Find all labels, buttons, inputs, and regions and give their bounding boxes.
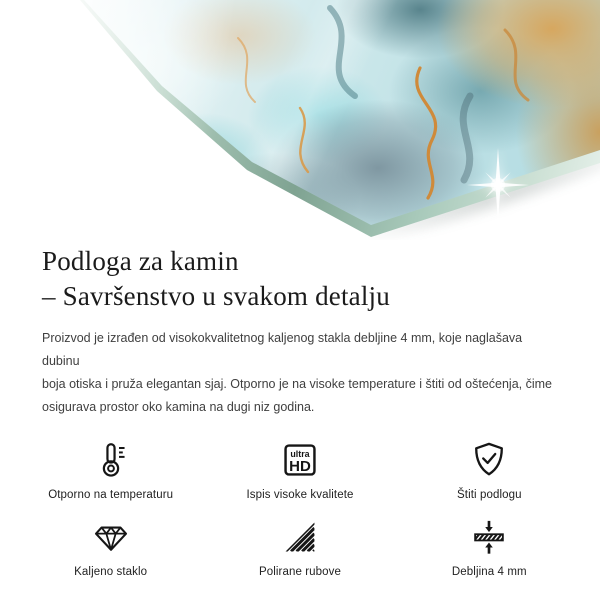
polished-edges-icon [280, 516, 320, 558]
feature-label: Kaljeno staklo [74, 566, 148, 578]
feature-tempered-glass [16, 516, 205, 578]
page-title [42, 244, 558, 314]
description-line: Proizvod je izrađen od visokokvalitetnog kaljenog stakla debljine 4 mm, koje naglašava dubinu [42, 331, 523, 368]
diamond-icon [91, 516, 131, 558]
product-description [42, 327, 558, 419]
ultra-hd-icon [280, 439, 320, 481]
thickness-icon [469, 516, 509, 558]
page-title-line1: Podloga za kamin [42, 246, 239, 276]
description-line: boja otiska i pruža elegantan sjaj. Otporno je na visoke temperature i štiti od oštećenja, čime [42, 377, 552, 391]
hero-product-photo [0, 0, 600, 240]
shield-check-icon [469, 439, 509, 481]
feature-label: Otporno na temperaturu [48, 489, 174, 501]
ultra-hd-badge-top: ultra [290, 449, 310, 460]
sparkle-highlight-icon [458, 145, 538, 225]
feature-label: Štiti podlogu [457, 489, 522, 501]
feature-thickness [395, 516, 584, 578]
feature-label: Polirane rubove [258, 566, 342, 578]
thermometer-icon [91, 439, 131, 481]
feature-temperature [16, 439, 205, 501]
feature-label: Ispis visoke kvalitete [246, 489, 354, 501]
feature-polished-edges [205, 516, 394, 578]
feature-grid [16, 439, 584, 578]
feature-print-quality [205, 439, 394, 501]
feature-label: Debljina 4 mm [451, 566, 527, 578]
description-line: osigurava prostor oko kamina na dugi niz godina. [42, 400, 315, 414]
page-title-line2: – Savršenstvo u svakom detalju [42, 281, 390, 311]
ultra-hd-badge-bottom: HD [289, 458, 311, 476]
feature-protects-floor [395, 439, 584, 501]
